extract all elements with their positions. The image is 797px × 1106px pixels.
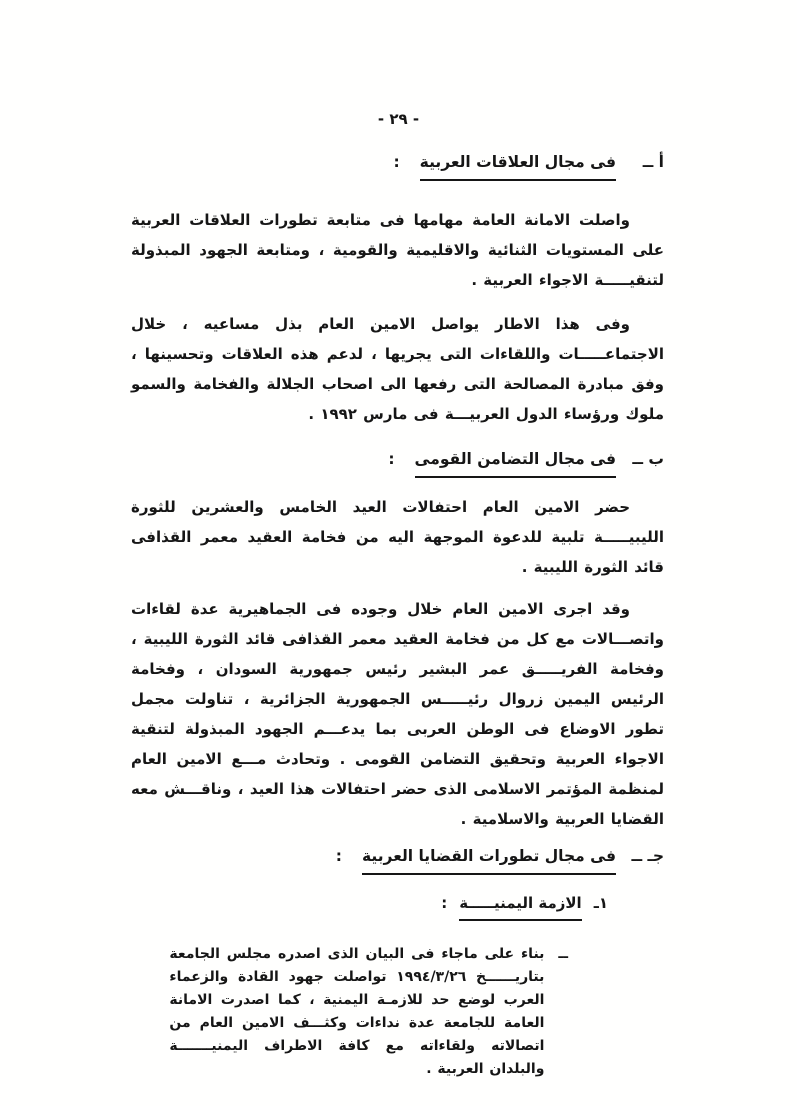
section-c-heading <box>131 844 664 875</box>
section-a-heading <box>131 150 664 181</box>
section-c-marker: جـ ــ <box>631 847 664 865</box>
section-a-colon: : <box>393 153 400 171</box>
paragraph-b1: حضر الامين العام احتفالات العيد الخامس والعشرين للثورة الليبيـــــة تلبية للدعوة الموجهة اليه من فخامة العقيد معمر القذافى قائد الثورة الليبية . <box>131 498 664 576</box>
section-b-marker: ب ــ <box>632 450 664 468</box>
paragraph-b2: وقد اجرى الامين العام خلال وجوده فى الجماهيرية عدة لقاءات واتصـــالات مع كل من فخامة العقيد معمر القذافى قائد الثورة الليبية ، وفخامة الفريـــــق عمر البشير رئيس جمهورية السودان ، وفخامة الرئيس اليمين زروال رئيـــــس الجمهورية الجزائرية ، تناولت مجمل تطور الاوضاع فى الوطن العربى بما يدعـــم الجهود المبذولة لتنقية الاجواء العربية وتحقيق التضامن القومى . وتحادث مـــع الامين العام لمنظمة المؤتمر الاسلامى الذى حضر احتفالات هذا العيد ، وناقـــش معه القضايا العربية والاسلامية . <box>131 600 664 828</box>
subitem-number: ١ـ <box>593 894 608 912</box>
section-arab-issues <box>131 844 664 1081</box>
subitem-title: الازمة اليمنيـــــة <box>459 891 581 921</box>
bullet-item <box>131 943 568 1081</box>
section-b-colon: : <box>388 450 395 468</box>
section-arab-relations <box>131 150 664 429</box>
section-c-colon: : <box>335 847 342 865</box>
paragraph-a2: وفى هذا الاطار يواصل الامين العام بذل مساعيه ، خلال الاجتماعـــــات واللقاءات التى يجريها ، لدعم هذه العلاقات وتحسينها ، وفق مبادرة المصالحة التى رفعها الى اصحاب الجلالة والفخامة والسمو ملوك ورؤساء الدول العربيـــة فى مارس ١٩٩٢ . <box>131 315 664 423</box>
subitem-yemeni-crisis <box>131 891 608 921</box>
subitem-colon: : <box>441 894 448 912</box>
bullet-dash-icon: ــ <box>558 946 568 962</box>
section-c-title: فى مجال تطورات القضايا العربية <box>362 844 616 875</box>
section-b-heading <box>131 447 664 478</box>
page-number: - ٢٩ - <box>377 110 420 128</box>
page-content <box>131 150 664 1081</box>
section-a-title: فى مجال العلاقات العربية <box>420 150 616 181</box>
section-b-title: فى مجال التضامن القومى <box>415 447 616 478</box>
bullet-text: بناء على ماجاء فى البيان الذى اصدره مجلس الجامعة بتاريــــــخ ١٩٩٤/٣/٢٦ تواصلت جهود القادة والزعماء العرب لوضع حد للازمـة اليمنية ، كما اصدرت الامانة العامة للجامعة عدة نداءات وكثـــف الامين العام من اتصالاته ولقاءاته مع كافة الاطراف اليمنيـــــــة والبلدان العربية . <box>169 946 545 1077</box>
section-national-solidarity <box>131 447 664 834</box>
section-a-marker: أ ــ <box>642 153 664 171</box>
paragraph-a1: واصلت الامانة العامة مهامها فى متابعة تطورات العلاقات العربية على المستويات الثنائية والاقليمية والقومية ، ومتابعة الجهود المبذولة لتنقيـــــة الاجواء العربية . <box>131 211 664 289</box>
